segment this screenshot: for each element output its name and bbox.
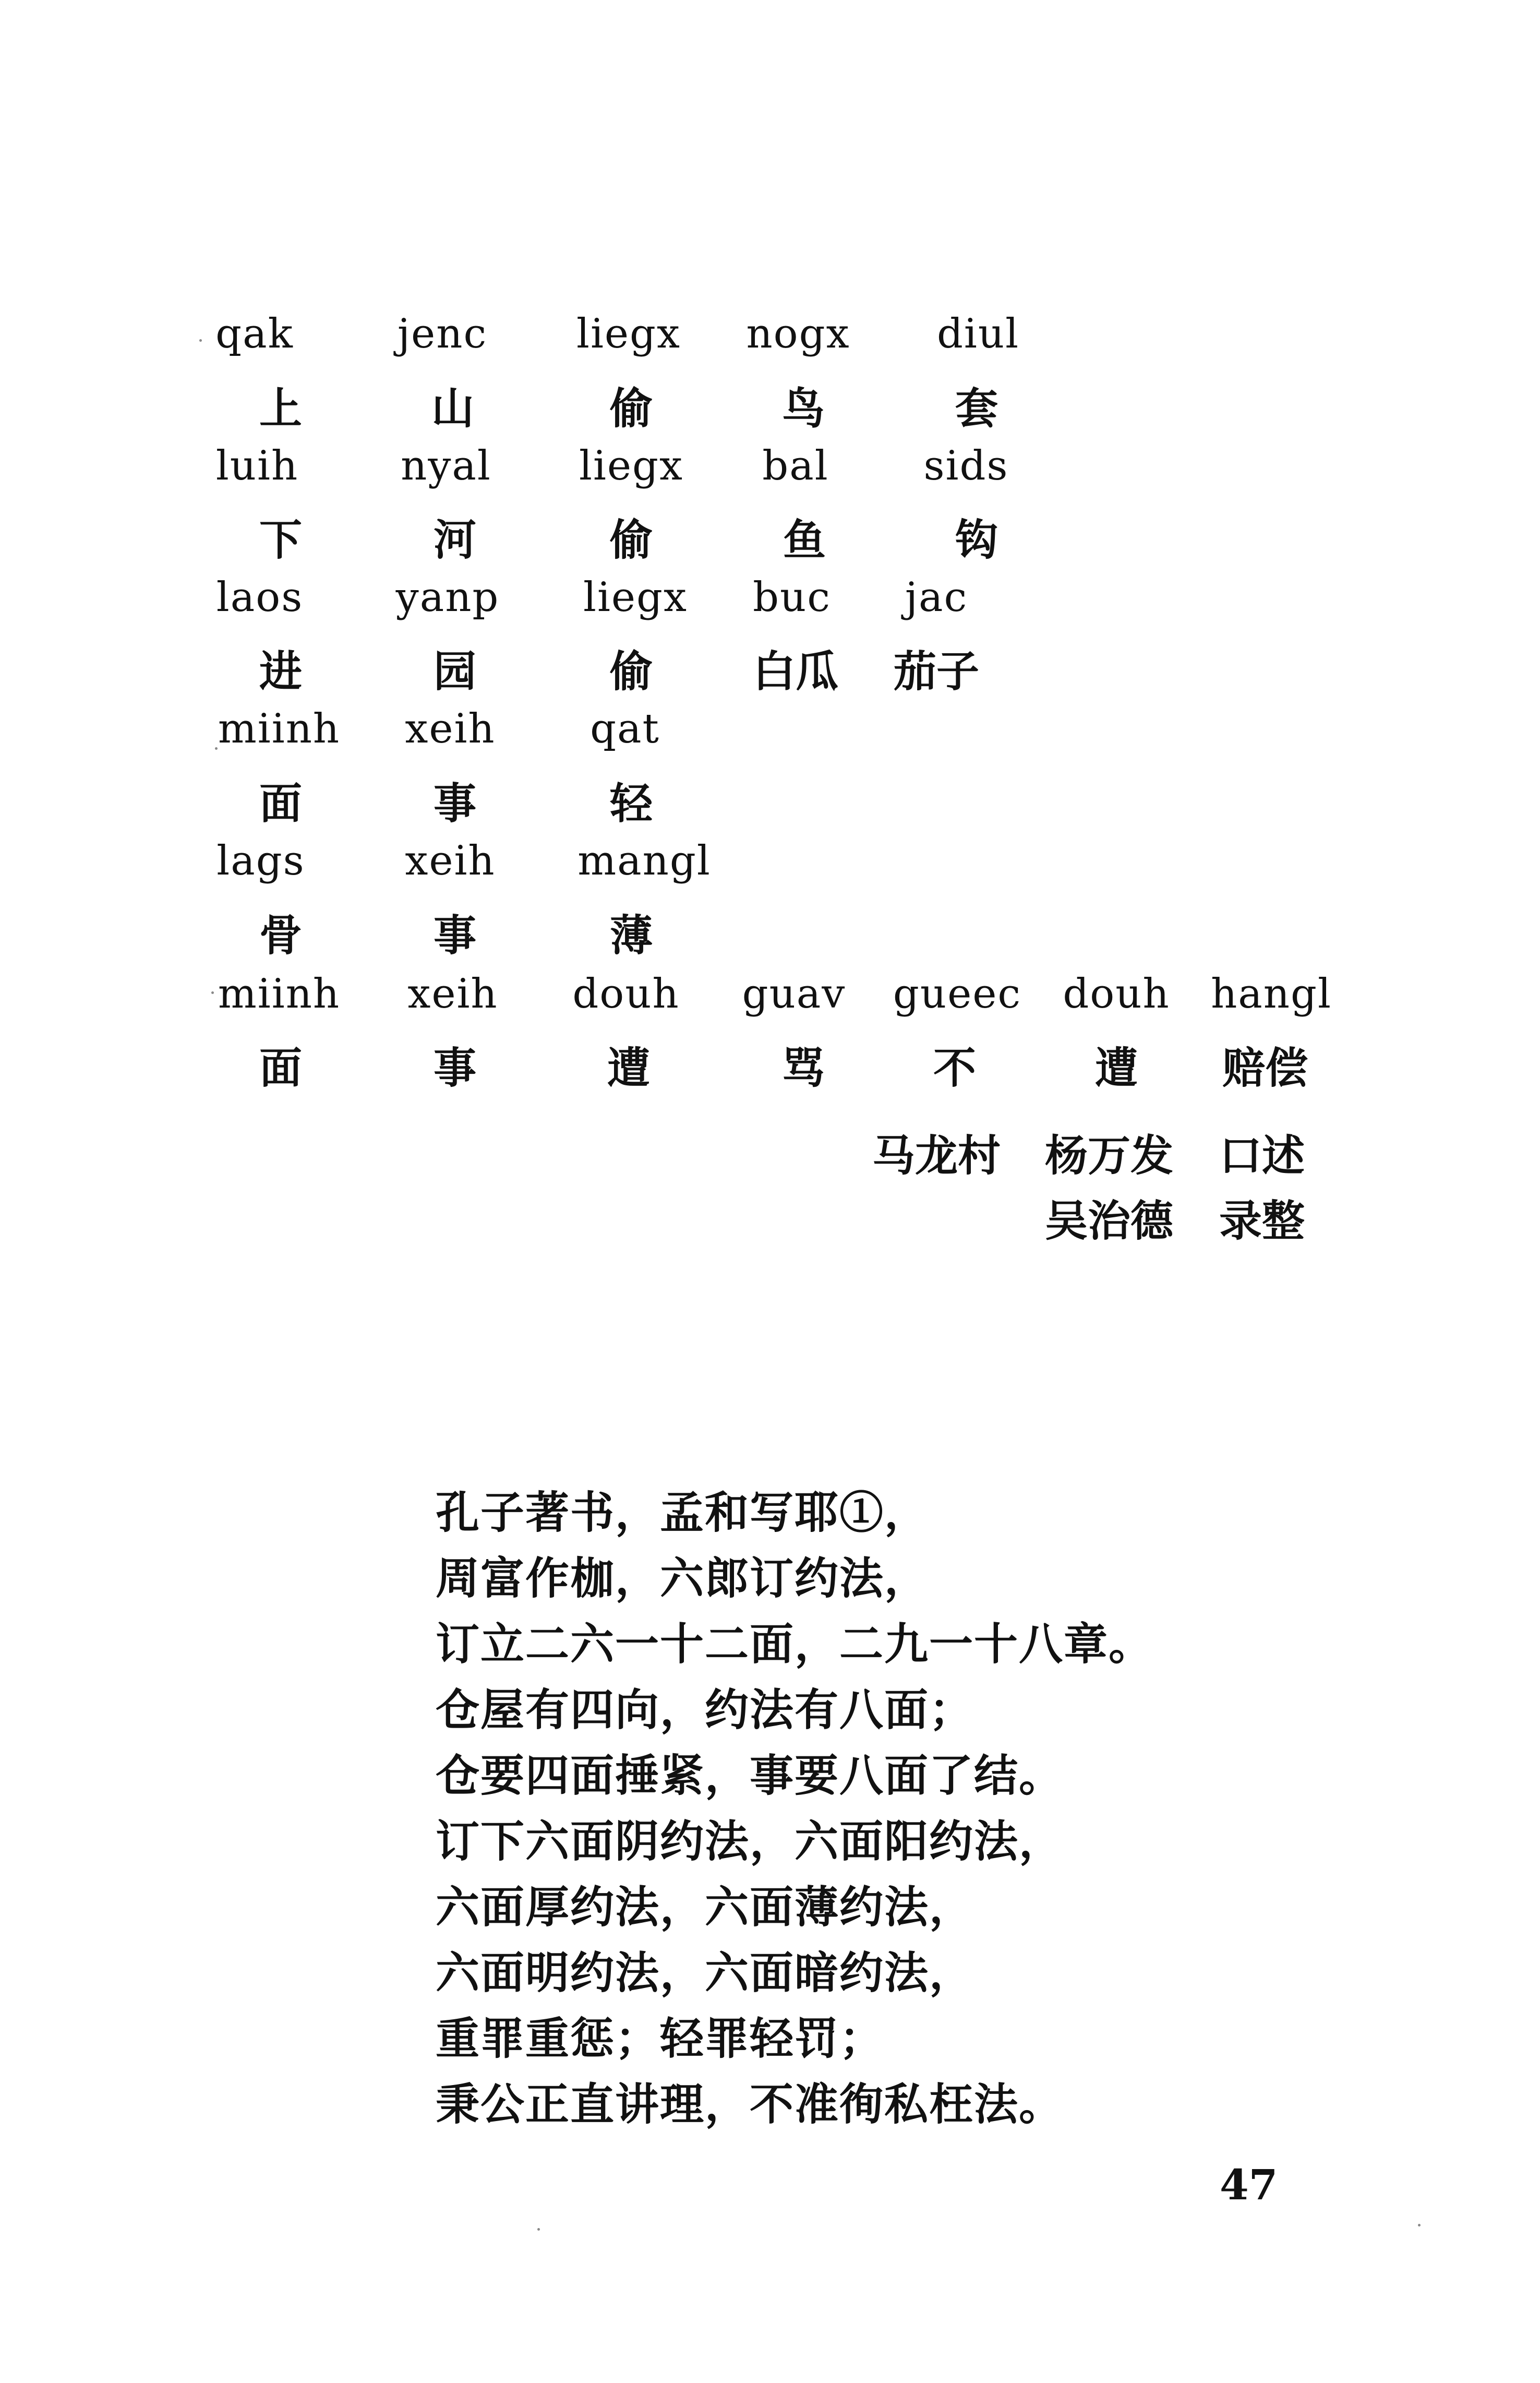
han-word: 白瓜: [752, 646, 839, 697]
latin-word: liegx: [579, 442, 683, 489]
han-word: 薄: [609, 911, 653, 961]
han-word: 骨: [259, 911, 303, 961]
latin-word: jenc: [397, 310, 488, 357]
han-word: 钩: [955, 515, 998, 565]
latin-word: liegx: [576, 310, 681, 357]
latin-word: sids: [923, 442, 1009, 489]
latin-word: buc: [753, 574, 831, 621]
han-word: 面: [259, 1043, 303, 1093]
scan-speck: [211, 991, 214, 994]
credit-role-narrated: 口述: [1219, 1131, 1305, 1181]
han-word: 园: [433, 646, 477, 697]
latin-word: qak: [215, 310, 294, 357]
han-word: 偷: [609, 515, 653, 565]
han-word: 骂: [781, 1043, 825, 1093]
han-word: 鸟: [781, 384, 825, 434]
han-word: 事: [433, 1043, 477, 1093]
han-word: 不: [933, 1043, 977, 1093]
verse-line: 秉公正直讲理，不准徇私枉法。: [436, 2078, 1064, 2130]
han-word: 上: [259, 384, 303, 434]
credit-role-edited: 录整: [1219, 1196, 1305, 1246]
latin-word: lags: [216, 837, 305, 884]
han-word: 下: [259, 515, 303, 565]
han-word: 河: [433, 515, 477, 565]
verse-line: 订下六面阴约法，六面阳约法，: [436, 1815, 1064, 1867]
latin-word: miinh: [218, 705, 341, 752]
latin-word: douh: [1063, 971, 1170, 1017]
han-word: 赔偿: [1222, 1043, 1308, 1093]
han-word: 鱼: [783, 515, 826, 565]
verse-line: 订立二六一十二面，二九一十八章。: [436, 1618, 1154, 1670]
credit-narrator: 杨万发: [1045, 1131, 1174, 1181]
latin-word: xeih: [405, 705, 496, 752]
latin-word: douh: [572, 971, 680, 1017]
han-word: 轻: [609, 779, 653, 829]
latin-word: nyal: [401, 442, 491, 489]
han-word: 套: [955, 384, 998, 434]
latin-word: laos: [216, 574, 304, 621]
verse-line: 仓屋有四向，约法有八面；: [436, 1684, 974, 1735]
verse-line: 周富作枷，六郎订约法，: [436, 1552, 930, 1604]
han-word: 偷: [609, 384, 653, 434]
verse-line: 仓要四面捶紧，事要八面了结。: [436, 1750, 1064, 1801]
han-word: 茄子: [893, 646, 980, 697]
latin-word: jac: [905, 574, 968, 621]
latin-word: hangl: [1211, 971, 1332, 1017]
latin-word: luih: [215, 442, 299, 489]
verse-line: 孔子著书，孟和写耶①，: [436, 1487, 930, 1538]
han-word: 偷: [609, 646, 653, 697]
latin-word: qat: [590, 705, 660, 752]
latin-word: xeih: [405, 837, 496, 884]
scan-speck: [199, 339, 202, 342]
han-word: 遭: [607, 1043, 651, 1093]
credit-village: 马龙村: [872, 1131, 1001, 1181]
latin-word: nogx: [746, 310, 850, 357]
latin-word: gueec: [893, 971, 1022, 1017]
verse-line: 六面明约法，六面暗约法，: [436, 1947, 974, 1998]
verse-line: 重罪重惩；轻罪轻罚；: [436, 2013, 885, 2064]
han-word: 事: [433, 911, 477, 961]
latin-word: mangl: [578, 837, 711, 884]
han-word: 山: [431, 384, 475, 434]
han-word: 事: [433, 779, 477, 829]
latin-word: miinh: [218, 971, 341, 1017]
verse-line: 六面厚约法，六面薄约法，: [436, 1881, 974, 1933]
page-number: 47: [1220, 2160, 1278, 2209]
scan-speck: [1418, 2224, 1421, 2226]
credit-editor: 吴治德: [1045, 1196, 1174, 1246]
latin-word: liegx: [583, 574, 688, 621]
scan-speck: [215, 747, 218, 750]
latin-word: bal: [762, 442, 829, 489]
han-word: 遭: [1094, 1043, 1138, 1093]
han-word: 进: [259, 646, 303, 697]
latin-word: xeih: [407, 971, 498, 1017]
han-word: 面: [259, 779, 303, 829]
latin-word: diul: [936, 310, 1020, 357]
latin-word: yanp: [395, 574, 500, 621]
latin-word: guav: [742, 971, 846, 1017]
scan-speck: [537, 2228, 540, 2231]
